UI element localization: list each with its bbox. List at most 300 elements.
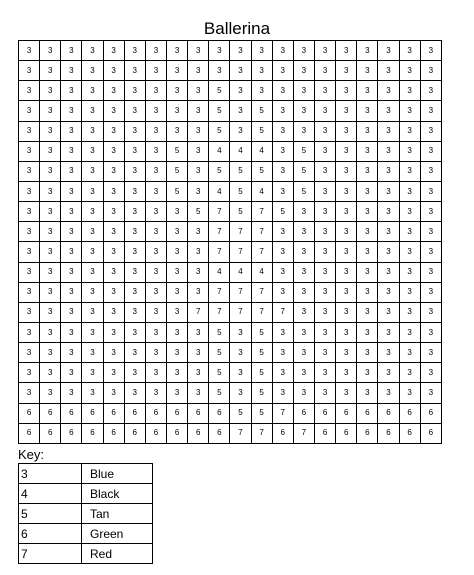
grid-cell: 5: [251, 383, 272, 403]
grid-cell: 3: [272, 81, 293, 101]
grid-cell: 3: [293, 61, 314, 81]
grid-row: [19, 343, 442, 363]
grid-cell: 3: [378, 343, 399, 363]
grid-cell: 3: [314, 383, 335, 403]
grid-cell: 3: [103, 41, 124, 61]
grid-cell: 3: [399, 302, 420, 322]
grid-cell: 3: [399, 343, 420, 363]
grid-cell: 3: [188, 383, 209, 403]
grid-cell: 3: [61, 181, 82, 201]
grid-cell: 3: [420, 302, 441, 322]
grid-cell: 5: [230, 181, 251, 201]
grid-cell: 3: [82, 242, 103, 262]
grid-cell: 3: [188, 61, 209, 81]
grid-cell: 5: [209, 343, 230, 363]
grid-row: [19, 242, 442, 262]
key-color: Red: [82, 544, 153, 564]
grid-cell: 3: [420, 222, 441, 242]
grid-cell: 3: [188, 222, 209, 242]
grid-cell: 3: [19, 282, 40, 302]
grid-cell: 3: [61, 121, 82, 141]
grid-cell: 3: [82, 282, 103, 302]
grid-cell: 3: [336, 121, 357, 141]
grid-cell: 3: [124, 242, 145, 262]
key-row: [19, 464, 153, 484]
grid-cell: 3: [19, 202, 40, 222]
grid-cell: 3: [61, 161, 82, 181]
grid-cell: 3: [19, 262, 40, 282]
grid-cell: 6: [336, 423, 357, 443]
grid-cell: 3: [82, 41, 103, 61]
grid-row: [19, 121, 442, 141]
grid-cell: 3: [19, 302, 40, 322]
grid-cell: 3: [124, 202, 145, 222]
grid-cell: 3: [40, 343, 61, 363]
grid-cell: 5: [251, 343, 272, 363]
key-color: Tan: [82, 504, 153, 524]
grid-cell: 3: [420, 41, 441, 61]
grid-cell: 3: [399, 81, 420, 101]
grid-row: [19, 161, 442, 181]
grid-cell: 3: [188, 242, 209, 262]
key-row: [19, 484, 153, 504]
grid-cell: 4: [209, 141, 230, 161]
grid-cell: 3: [103, 141, 124, 161]
grid-cell: 3: [61, 202, 82, 222]
grid-cell: 3: [166, 302, 187, 322]
grid-cell: 3: [336, 181, 357, 201]
grid-cell: 3: [145, 343, 166, 363]
grid-cell: 7: [293, 423, 314, 443]
grid-cell: 3: [293, 202, 314, 222]
grid-cell: 3: [40, 242, 61, 262]
key-row: [19, 544, 153, 564]
grid-row: [19, 262, 442, 282]
grid-cell: 5: [230, 202, 251, 222]
grid-cell: 3: [40, 262, 61, 282]
grid-cell: 3: [378, 161, 399, 181]
grid-cell: 3: [314, 222, 335, 242]
grid-cell: 3: [19, 41, 40, 61]
grid-cell: 3: [420, 322, 441, 342]
grid-cell: 3: [357, 101, 378, 121]
grid-cell: 3: [188, 181, 209, 201]
grid-cell: 5: [209, 121, 230, 141]
grid-cell: 3: [272, 242, 293, 262]
grid-cell: 6: [188, 423, 209, 443]
grid-cell: 3: [336, 242, 357, 262]
grid-cell: 3: [40, 121, 61, 141]
grid-cell: 6: [336, 403, 357, 423]
grid-cell: 6: [61, 403, 82, 423]
grid-cell: 3: [61, 41, 82, 61]
grid-row: [19, 141, 442, 161]
grid-cell: 3: [40, 282, 61, 302]
grid-cell: 3: [61, 262, 82, 282]
grid-cell: 3: [357, 383, 378, 403]
grid-cell: 3: [314, 322, 335, 342]
grid-cell: 3: [82, 121, 103, 141]
grid-cell: 3: [420, 181, 441, 201]
grid-cell: 3: [124, 282, 145, 302]
grid-cell: 3: [272, 262, 293, 282]
grid-cell: 3: [40, 61, 61, 81]
key-label: Key:: [18, 447, 45, 462]
grid-cell: 3: [166, 61, 187, 81]
grid-cell: 3: [188, 41, 209, 61]
grid-cell: 3: [19, 363, 40, 383]
grid-cell: 3: [145, 363, 166, 383]
grid-cell: 6: [399, 423, 420, 443]
grid-cell: 3: [145, 61, 166, 81]
key-code: 6: [19, 524, 82, 544]
grid-row: [19, 81, 442, 101]
grid-cell: 7: [209, 242, 230, 262]
grid-cell: 3: [272, 41, 293, 61]
grid-cell: 3: [378, 41, 399, 61]
grid-cell: 3: [166, 282, 187, 302]
grid-cell: 3: [336, 141, 357, 161]
grid-cell: 3: [82, 202, 103, 222]
grid-cell: 3: [378, 81, 399, 101]
grid-row: [19, 302, 442, 322]
grid-cell: 3: [314, 302, 335, 322]
grid-row: [19, 423, 442, 443]
grid-cell: 6: [40, 423, 61, 443]
grid-row: [19, 322, 442, 342]
grid-cell: 3: [124, 181, 145, 201]
grid-cell: 3: [251, 61, 272, 81]
grid-cell: 5: [209, 383, 230, 403]
grid-cell: 5: [251, 322, 272, 342]
grid-row: [19, 202, 442, 222]
key-color: Green: [82, 524, 153, 544]
grid-cell: 3: [378, 121, 399, 141]
grid-cell: 3: [61, 343, 82, 363]
grid-cell: 3: [357, 121, 378, 141]
grid-cell: 6: [272, 423, 293, 443]
grid-cell: 7: [230, 302, 251, 322]
grid-cell: 3: [357, 282, 378, 302]
grid-cell: 3: [336, 161, 357, 181]
grid-cell: 3: [272, 121, 293, 141]
grid-cell: 3: [124, 141, 145, 161]
grid-cell: 3: [103, 121, 124, 141]
grid-cell: 7: [209, 282, 230, 302]
grid-cell: 3: [357, 81, 378, 101]
grid-cell: 3: [293, 322, 314, 342]
grid-cell: 3: [420, 61, 441, 81]
grid-cell: 6: [188, 403, 209, 423]
grid-cell: 3: [40, 161, 61, 181]
grid-cell: 3: [378, 302, 399, 322]
grid-cell: 3: [82, 61, 103, 81]
grid-cell: 3: [166, 242, 187, 262]
grid-cell: 6: [103, 403, 124, 423]
grid-cell: 7: [209, 222, 230, 242]
grid-cell: 3: [166, 222, 187, 242]
grid-cell: 3: [124, 41, 145, 61]
grid-cell: 3: [145, 121, 166, 141]
grid-cell: 3: [82, 181, 103, 201]
grid-cell: 3: [420, 262, 441, 282]
grid-cell: 3: [124, 363, 145, 383]
grid-cell: 3: [399, 141, 420, 161]
grid-cell: 3: [378, 222, 399, 242]
grid-cell: 6: [357, 423, 378, 443]
grid-cell: 3: [314, 161, 335, 181]
grid-cell: 3: [336, 41, 357, 61]
grid-cell: 3: [188, 161, 209, 181]
grid-cell: 3: [378, 383, 399, 403]
grid-cell: 3: [230, 121, 251, 141]
grid-row: [19, 282, 442, 302]
grid-cell: 3: [166, 101, 187, 121]
grid-cell: 5: [166, 181, 187, 201]
grid-cell: 3: [272, 222, 293, 242]
grid-cell: 5: [251, 403, 272, 423]
grid-cell: 3: [82, 322, 103, 342]
grid-cell: 3: [272, 61, 293, 81]
grid-cell: 3: [145, 262, 166, 282]
grid-cell: 6: [166, 403, 187, 423]
grid-cell: 3: [420, 282, 441, 302]
grid-cell: 3: [420, 242, 441, 262]
grid-cell: 3: [82, 222, 103, 242]
grid-cell: 3: [19, 322, 40, 342]
grid-cell: 3: [188, 81, 209, 101]
grid-cell: 6: [166, 423, 187, 443]
key-color: Blue: [82, 464, 153, 484]
grid-cell: 3: [336, 322, 357, 342]
grid-cell: 5: [251, 161, 272, 181]
grid-cell: 3: [357, 141, 378, 161]
grid-cell: 6: [82, 423, 103, 443]
grid-cell: 6: [124, 423, 145, 443]
grid-cell: 3: [103, 383, 124, 403]
grid-cell: 3: [40, 322, 61, 342]
grid-cell: 5: [293, 161, 314, 181]
grid-cell: 3: [336, 101, 357, 121]
grid-cell: 6: [19, 403, 40, 423]
grid-cell: 3: [399, 322, 420, 342]
grid-cell: 3: [336, 282, 357, 302]
grid-cell: 3: [357, 262, 378, 282]
grid-cell: 3: [378, 282, 399, 302]
grid-cell: 3: [40, 181, 61, 201]
grid-cell: 3: [61, 222, 82, 242]
grid-cell: 3: [103, 181, 124, 201]
grid-cell: 3: [357, 61, 378, 81]
grid-cell: 3: [293, 81, 314, 101]
grid-cell: 5: [209, 363, 230, 383]
grid-cell: 3: [145, 81, 166, 101]
grid-cell: 3: [357, 181, 378, 201]
grid-cell: 3: [40, 41, 61, 61]
grid-cell: 3: [336, 302, 357, 322]
grid-cell: 6: [378, 403, 399, 423]
grid-cell: 3: [40, 202, 61, 222]
grid-cell: 3: [336, 222, 357, 242]
grid-cell: 4: [251, 141, 272, 161]
grid-row: [19, 181, 442, 201]
grid-row: [19, 41, 442, 61]
grid-cell: 3: [420, 121, 441, 141]
grid-cell: 5: [209, 161, 230, 181]
grid-cell: 3: [188, 363, 209, 383]
grid-cell: 3: [314, 81, 335, 101]
grid-cell: 5: [272, 202, 293, 222]
grid-cell: 3: [420, 363, 441, 383]
grid-cell: 3: [166, 81, 187, 101]
grid-cell: 3: [314, 363, 335, 383]
grid-cell: 3: [124, 81, 145, 101]
grid-cell: 3: [314, 121, 335, 141]
grid-cell: 5: [166, 161, 187, 181]
grid-cell: 3: [378, 202, 399, 222]
grid-cell: 3: [61, 101, 82, 121]
grid-cell: 3: [166, 363, 187, 383]
grid-cell: 3: [378, 322, 399, 342]
grid-cell: 5: [230, 161, 251, 181]
grid-cell: 3: [103, 61, 124, 81]
grid-cell: 3: [399, 41, 420, 61]
grid-cell: 3: [61, 363, 82, 383]
grid-cell: 3: [19, 101, 40, 121]
grid-cell: 3: [124, 302, 145, 322]
grid-cell: 3: [40, 302, 61, 322]
grid-cell: 6: [314, 423, 335, 443]
grid-cell: 7: [251, 282, 272, 302]
grid-cell: 3: [61, 141, 82, 161]
grid-cell: 3: [314, 262, 335, 282]
grid-cell: 6: [209, 423, 230, 443]
grid-cell: 5: [166, 141, 187, 161]
grid-cell: 3: [336, 363, 357, 383]
grid-cell: 3: [293, 222, 314, 242]
key-row: [19, 524, 153, 544]
grid-cell: 3: [103, 262, 124, 282]
grid-cell: 6: [420, 403, 441, 423]
grid-cell: 3: [82, 262, 103, 282]
grid-cell: 3: [145, 282, 166, 302]
grid-cell: 4: [230, 141, 251, 161]
grid-cell: 3: [103, 242, 124, 262]
grid-cell: 3: [272, 343, 293, 363]
grid-cell: 7: [230, 423, 251, 443]
grid-cell: 3: [124, 161, 145, 181]
grid-cell: 3: [19, 343, 40, 363]
grid-cell: 3: [166, 41, 187, 61]
grid-cell: 3: [82, 363, 103, 383]
grid-cell: 3: [378, 141, 399, 161]
grid-cell: 3: [124, 383, 145, 403]
grid-cell: 6: [19, 423, 40, 443]
grid-cell: 3: [230, 101, 251, 121]
grid-cell: 3: [166, 383, 187, 403]
grid-cell: 3: [124, 121, 145, 141]
grid-cell: 6: [40, 403, 61, 423]
grid-cell: 7: [251, 222, 272, 242]
grid-cell: 3: [357, 222, 378, 242]
grid-cell: 3: [420, 141, 441, 161]
grid-cell: 3: [188, 343, 209, 363]
grid-cell: 3: [293, 282, 314, 302]
grid-cell: 3: [19, 242, 40, 262]
grid-cell: 3: [378, 363, 399, 383]
grid-cell: 3: [61, 61, 82, 81]
grid-cell: 6: [61, 423, 82, 443]
grid-cell: 3: [357, 242, 378, 262]
grid-cell: 3: [40, 383, 61, 403]
grid-cell: 3: [230, 322, 251, 342]
grid-cell: 3: [399, 222, 420, 242]
grid-cell: 7: [272, 403, 293, 423]
grid-cell: 3: [357, 322, 378, 342]
grid-cell: 3: [399, 282, 420, 302]
grid-cell: 3: [272, 161, 293, 181]
key-row: [19, 504, 153, 524]
grid-cell: 3: [293, 343, 314, 363]
grid-cell: 3: [124, 343, 145, 363]
grid-cell: 3: [293, 383, 314, 403]
grid-cell: 3: [103, 81, 124, 101]
grid-cell: 3: [61, 282, 82, 302]
grid-cell: 3: [399, 262, 420, 282]
key-code: 7: [19, 544, 82, 564]
grid-cell: 3: [188, 282, 209, 302]
grid-cell: 3: [82, 101, 103, 121]
grid-row: [19, 101, 442, 121]
grid-cell: 3: [124, 61, 145, 81]
grid-cell: 5: [209, 322, 230, 342]
grid-row: [19, 383, 442, 403]
grid-cell: 4: [230, 262, 251, 282]
grid-cell: 3: [40, 222, 61, 242]
page-title: Ballerina: [203, 19, 271, 38]
grid-cell: 3: [420, 383, 441, 403]
grid-cell: 7: [272, 302, 293, 322]
grid-cell: 3: [378, 101, 399, 121]
grid-cell: 3: [124, 222, 145, 242]
grid-cell: 7: [209, 202, 230, 222]
key-color: Black: [82, 484, 153, 504]
grid-cell: 3: [272, 282, 293, 302]
grid-cell: 3: [420, 343, 441, 363]
grid-cell: 3: [145, 181, 166, 201]
grid-cell: 3: [251, 81, 272, 101]
grid-cell: 3: [336, 262, 357, 282]
grid-cell: 3: [145, 141, 166, 161]
grid-cell: 3: [145, 383, 166, 403]
grid-cell: 3: [145, 222, 166, 242]
grid-cell: 7: [188, 302, 209, 322]
grid-cell: 3: [40, 141, 61, 161]
grid-cell: 3: [336, 202, 357, 222]
grid-cell: 3: [293, 101, 314, 121]
grid-cell: 5: [251, 101, 272, 121]
grid-cell: 3: [399, 181, 420, 201]
grid-cell: 3: [61, 322, 82, 342]
grid-cell: 3: [19, 81, 40, 101]
grid-cell: 3: [378, 61, 399, 81]
grid-cell: 4: [209, 262, 230, 282]
grid-cell: 3: [19, 121, 40, 141]
grid-cell: 3: [145, 202, 166, 222]
grid-cell: 3: [336, 343, 357, 363]
grid-cell: 5: [209, 81, 230, 101]
grid-cell: 3: [357, 302, 378, 322]
